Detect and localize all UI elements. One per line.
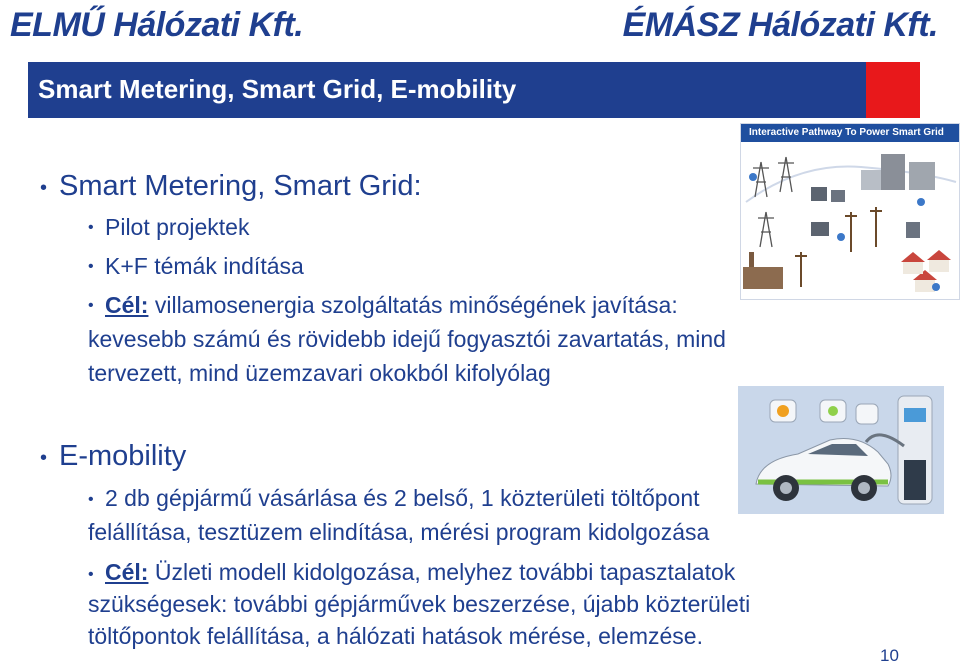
goal-text-line: villamosenergia szolgáltatás minőségének javítása: (148, 292, 678, 318)
bullet-dot: • (40, 447, 48, 469)
list-item-vehicles-cont: felállítása, tesztüzem elindítása, mérési program kidolgozása (88, 519, 710, 545)
goal-text-line: szükségesek: további gépjárművek beszerzése, újabb közterületi (88, 591, 751, 617)
page-number: 10 (880, 646, 899, 665)
goal-label: Cél: (105, 292, 149, 318)
electric-car-icon (738, 386, 944, 514)
smart-grid-diagram-icon (741, 142, 959, 299)
smart-grid-illustration-title: Interactive Pathway To Power Smart Grid (741, 124, 959, 142)
section-heading-e-mobility: E-mobility (59, 440, 187, 472)
bullet-dot: • (88, 219, 94, 236)
goal-text-line: töltőpontok felállítása, a hálózati hatások mérése, elemzése. (88, 623, 703, 649)
goal-paragraph-2 (105, 559, 735, 586)
goal-text-line: Üzleti modell kidolgozása, melyhez további tapasztalatok (148, 559, 736, 585)
bullet-dot: • (88, 491, 94, 508)
emasz-logo: ÉMÁSZ Hálózati Kft. (622, 6, 938, 44)
bullet-dot: • (88, 258, 94, 275)
bullet-dot: • (40, 177, 48, 199)
elmu-logo: ELMŰ Hálózati Kft. (10, 6, 304, 44)
list-item-vehicles: 2 db gépjármű vásárlása és 2 belső, 1 közterületi töltőpont (105, 485, 700, 511)
bullet-dot: • (88, 297, 94, 314)
goal-label: Cél: (105, 559, 149, 585)
bullet-dot: • (88, 566, 94, 583)
section-heading-smart-metering: Smart Metering, Smart Grid: (59, 170, 422, 202)
red-accent-square (866, 62, 920, 118)
goal-paragraph-1 (105, 292, 678, 319)
slide-title: Smart Metering, Smart Grid, E-mobility (38, 74, 517, 104)
list-item-pilot: Pilot projektek (105, 214, 250, 240)
smart-grid-illustration (740, 123, 960, 300)
ev-charging-illustration (738, 386, 944, 514)
goal-text-line: kevesebb számú és rövidebb idejű fogyasztói zavartatás, mind (88, 326, 726, 352)
list-item-kf: K+F témák indítása (105, 253, 304, 279)
goal-text-line: tervezett, mind üzemzavari okokból kifolyólag (88, 360, 551, 386)
